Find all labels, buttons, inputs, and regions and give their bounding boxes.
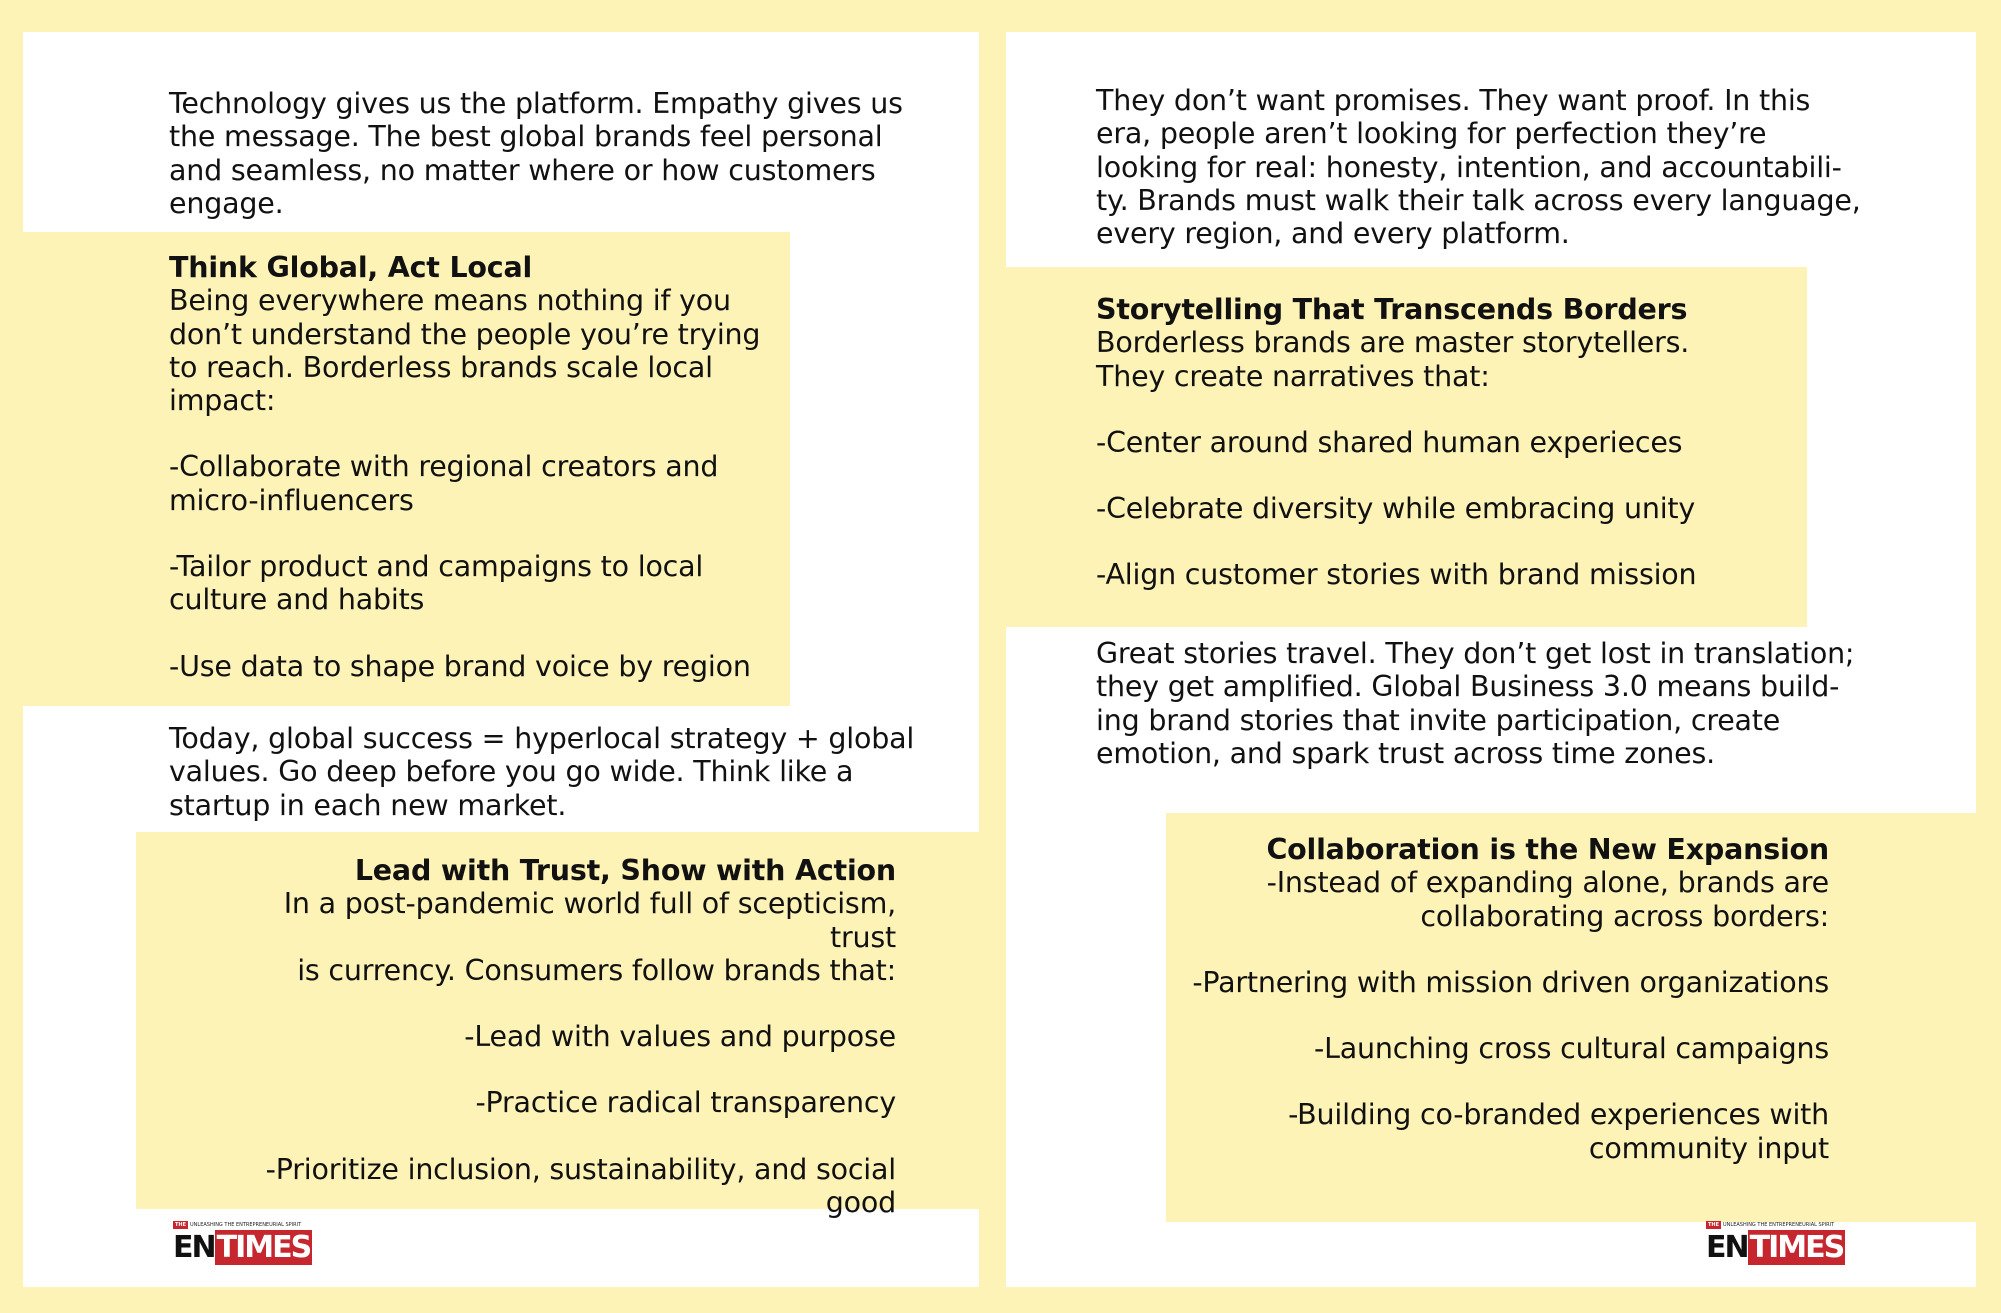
left-intro-text: [169, 87, 909, 220]
logo-tagline-text: UNLEASHING THE ENTREPRENEURIAL SPIRIT: [1723, 1222, 1835, 1228]
text-line: -Instead of expanding alone, brands are: [1266, 866, 1829, 900]
text-line: impact:: [169, 384, 276, 418]
text-line: ing brand stories that invite participation, create: [1096, 703, 1781, 737]
text-line: Being everywhere means nothing if you: [169, 284, 731, 318]
logo-tagline-text: UNLEASHING THE ENTREPRENEURIAL SPIRIT: [190, 1222, 302, 1228]
right-intro-text: [1096, 84, 1956, 250]
logo-wordmark: [1706, 1231, 1845, 1265]
logo-en: EN: [1706, 1230, 1748, 1265]
left-mid-text: [169, 722, 929, 822]
entimes-logo: [173, 1221, 311, 1265]
text-line: every region, and every platform.: [1096, 217, 1570, 251]
right-page: [1006, 32, 1976, 1287]
bullet-item-continued: community input: [1588, 1131, 1829, 1165]
logo-tagline: [173, 1221, 302, 1229]
section-heading: Collaboration is the New Expansion: [1266, 833, 1829, 866]
text-line: looking for real: honesty, intention, and accountabili-: [1096, 150, 1842, 184]
text-line: values. Go deep before you go wide. Think like a: [169, 755, 854, 789]
entimes-logo: [1706, 1221, 1844, 1265]
section-heading: Lead with Trust, Show with Action: [354, 854, 896, 887]
storytelling-section: [1096, 293, 1796, 592]
bullet-item: -Launching cross cultural campaigns: [1314, 1032, 1829, 1066]
text-line: collaborating across borders:: [1420, 899, 1829, 933]
lead-trust-section: [223, 854, 896, 1219]
text-line: to reach. Borderless brands scale local: [169, 350, 713, 384]
text-line: startup in each new market.: [169, 788, 567, 822]
logo-the: THE: [1708, 1222, 1720, 1228]
text-line: Today, global success = hyperlocal strategy + global: [169, 722, 915, 755]
bullet-item: -Partnering with mission driven organizations: [1192, 965, 1829, 999]
text-line: engage.: [169, 186, 284, 220]
text-line: is currency. Consumers follow brands that:: [297, 953, 896, 987]
collaboration-section: [1176, 833, 1829, 1165]
text-line: and seamless, no matter where or how customers: [169, 153, 876, 187]
bullet-item: -Align customer stories with brand mission: [1096, 558, 1697, 592]
text-line: Technology gives us the platform. Empathy gives us: [169, 87, 903, 120]
section-heading: Storytelling That Transcends Borders: [1096, 293, 1688, 326]
section-heading: Think Global, Act Local: [169, 251, 533, 284]
bullet-item: -Building co-branded experiences with: [1288, 1098, 1829, 1132]
text-line: In a post-pandemic world full of scepticism, trust: [283, 887, 896, 954]
bullet-item: -Prioritize inclusion, sustainability, and social: [265, 1152, 896, 1186]
text-line: emotion, and spark trust across time zones.: [1096, 736, 1716, 770]
think-global-section: [169, 251, 789, 683]
right-mid-text: [1096, 637, 1956, 770]
logo-times: TIMES: [1749, 1230, 1844, 1265]
text-line: They create narratives that:: [1096, 359, 1490, 393]
left-page: [23, 32, 979, 1287]
text-line: they get amplified. Global Business 3.0 means build-: [1096, 670, 1840, 704]
bullet-item-continued: good: [825, 1186, 896, 1220]
bullet-item-continued: micro-influencers: [169, 483, 414, 517]
bullet-item-continued: culture and habits: [169, 583, 425, 617]
text-line: They don’t want promises. They want proof. In this: [1096, 84, 1811, 117]
logo-en: EN: [173, 1230, 215, 1265]
text-line: Borderless brands are master storytellers.: [1096, 326, 1690, 360]
logo-the: THE: [175, 1222, 187, 1228]
text-line: Great stories travel. They don’t get lost in translation;: [1096, 637, 1855, 670]
bullet-item: -Tailor product and campaigns to local: [169, 550, 704, 584]
logo-tagline: [1706, 1221, 1835, 1229]
bullet-item: -Lead with values and purpose: [464, 1020, 896, 1054]
bullet-item: -Center around shared human experieces: [1096, 425, 1683, 459]
text-line: don’t understand the people you’re trying: [169, 317, 761, 351]
text-line: era, people aren’t looking for perfection they’re: [1096, 117, 1767, 151]
text-line: the message. The best global brands feel personal: [169, 120, 883, 154]
bullet-item: -Celebrate diversity while embracing unity: [1096, 492, 1696, 526]
logo-times: TIMES: [216, 1230, 311, 1265]
bullet-item: -Use data to shape brand voice by region: [169, 649, 751, 683]
logo-wordmark: [173, 1231, 312, 1265]
text-line: ty. Brands must walk their talk across every language,: [1096, 183, 1861, 217]
bullet-item: -Practice radical transparency: [475, 1086, 896, 1120]
bullet-item: -Collaborate with regional creators and: [169, 450, 719, 484]
